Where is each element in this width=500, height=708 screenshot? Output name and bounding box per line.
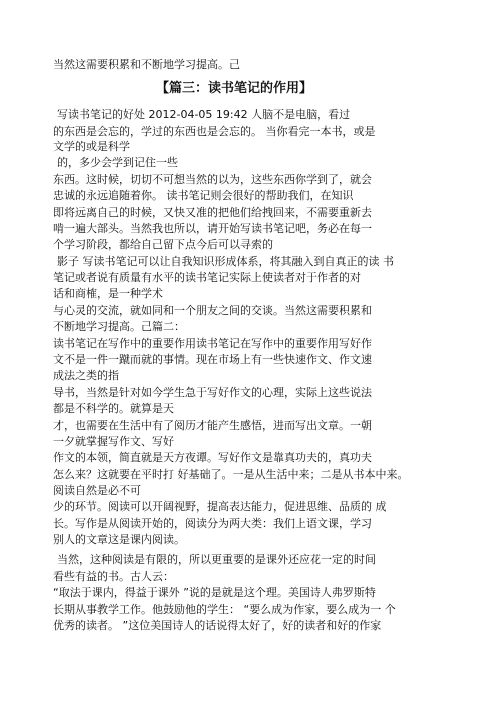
text-line: 成法之类的指 [53, 369, 119, 382]
text-line: 一夕就掌握写作文、写好 [53, 435, 174, 448]
text-line: 与心灵的交流，就如同和一个朋友之间的交谈。当然这需要积累和 [53, 304, 372, 317]
text-line: 个学习阶段，都给自己留下点今后可以寻索的 [53, 238, 273, 251]
text-line: 话和商榷，是一种学术 [53, 287, 163, 300]
text-line: 的东西是会忘的，学过的东西也是会忘的。 当你看完一本书，或是 [53, 125, 376, 138]
text-line: 长。写作是从阅读开始的，阅读分为两大类：我们上语文课，学习 [53, 517, 372, 530]
text-line: 少的环节。阅读可以开阔视野，提高表达能力，促进思维、品质的 成 [53, 500, 387, 513]
text-line: 长期从事教学工作。他鼓励他的学生： “要么成为作家，要么成为一 个 [53, 603, 396, 616]
text-line: 优秀的读者。 ”这位美国诗人的话说得太好了，好的读者和好的作家 [53, 619, 382, 632]
text-line: 东西。这时候，切切不可想当然的以为，这些东西你学到了，就会 [53, 173, 372, 186]
text-line: “取法于课内，得益于课外 ”说的是就是这个理。美国诗人弗罗斯特 [53, 586, 376, 599]
text-line: 的，多少会学到记住一些 [57, 156, 178, 169]
text-line: 阅读自然是必不可 [53, 484, 141, 497]
text-line: 啃一遍大部头。当然我也所以，请开始写读书笔记吧，务必在每一 [53, 222, 372, 235]
text-line: 影子 写读书笔记可以让自我知识形成体系，将其融入到自真正的读 书 [57, 255, 394, 268]
text-line: 怎么来？这就要在平时打 好基础了。一是从生活中来；二是从书本中来。 [53, 468, 409, 481]
text-line: 都是不科学的。就算是天 [53, 402, 174, 415]
text-line: 看些有益的书。古人云： [53, 570, 174, 583]
section-heading: 【篇三：读书笔记的作用】 [156, 81, 313, 96]
text-line: 文学的或是科学 [53, 140, 130, 153]
text-line: 文不是一件一蹴而就的事情。现在市场上有一些快速作文、作文速 [53, 353, 372, 366]
text-line: 当然，这种阅读是有限的，所以更重要的是课外还应花一定的时间 [57, 553, 376, 566]
text-line-top: 当然这需要积累和不断地学习提高。己 [53, 58, 240, 71]
text-line: 读书笔记在写作中的重要作用读书笔记在写作中的重要作用写好作 [53, 337, 372, 350]
text-line: 导书，当然是针对如今学生急于写好作文的心理，实际上这些说法 [53, 386, 372, 399]
text-line: 别人的文章这是课内阅读。 [53, 533, 185, 546]
text-line: 笔记或者说有质量有水平的读书笔记实际上使读者对于作者的对 [53, 271, 361, 284]
text-line: 作文的本领，简直就是天方夜谭。写好作文是靠真功夫的，真功夫 [53, 451, 372, 464]
text-line: 即将远离自己的时候，又快又准的把他们给拽回来，不需要重新去 [53, 206, 372, 219]
text-line: 写读书笔记的好处 2012-04-05 19:42 人脑不是电脑，看过 [57, 108, 351, 121]
text-line: 忠诚的永远追随着你。 读书笔记则会很好的帮助我们，在知识 [53, 189, 354, 202]
text-line: 才，也需要在生活中有了阅历才能产生感悟，进而写出文章。一朝 [53, 419, 372, 432]
text-line: 不断地学习提高。己篇二： [53, 320, 185, 333]
